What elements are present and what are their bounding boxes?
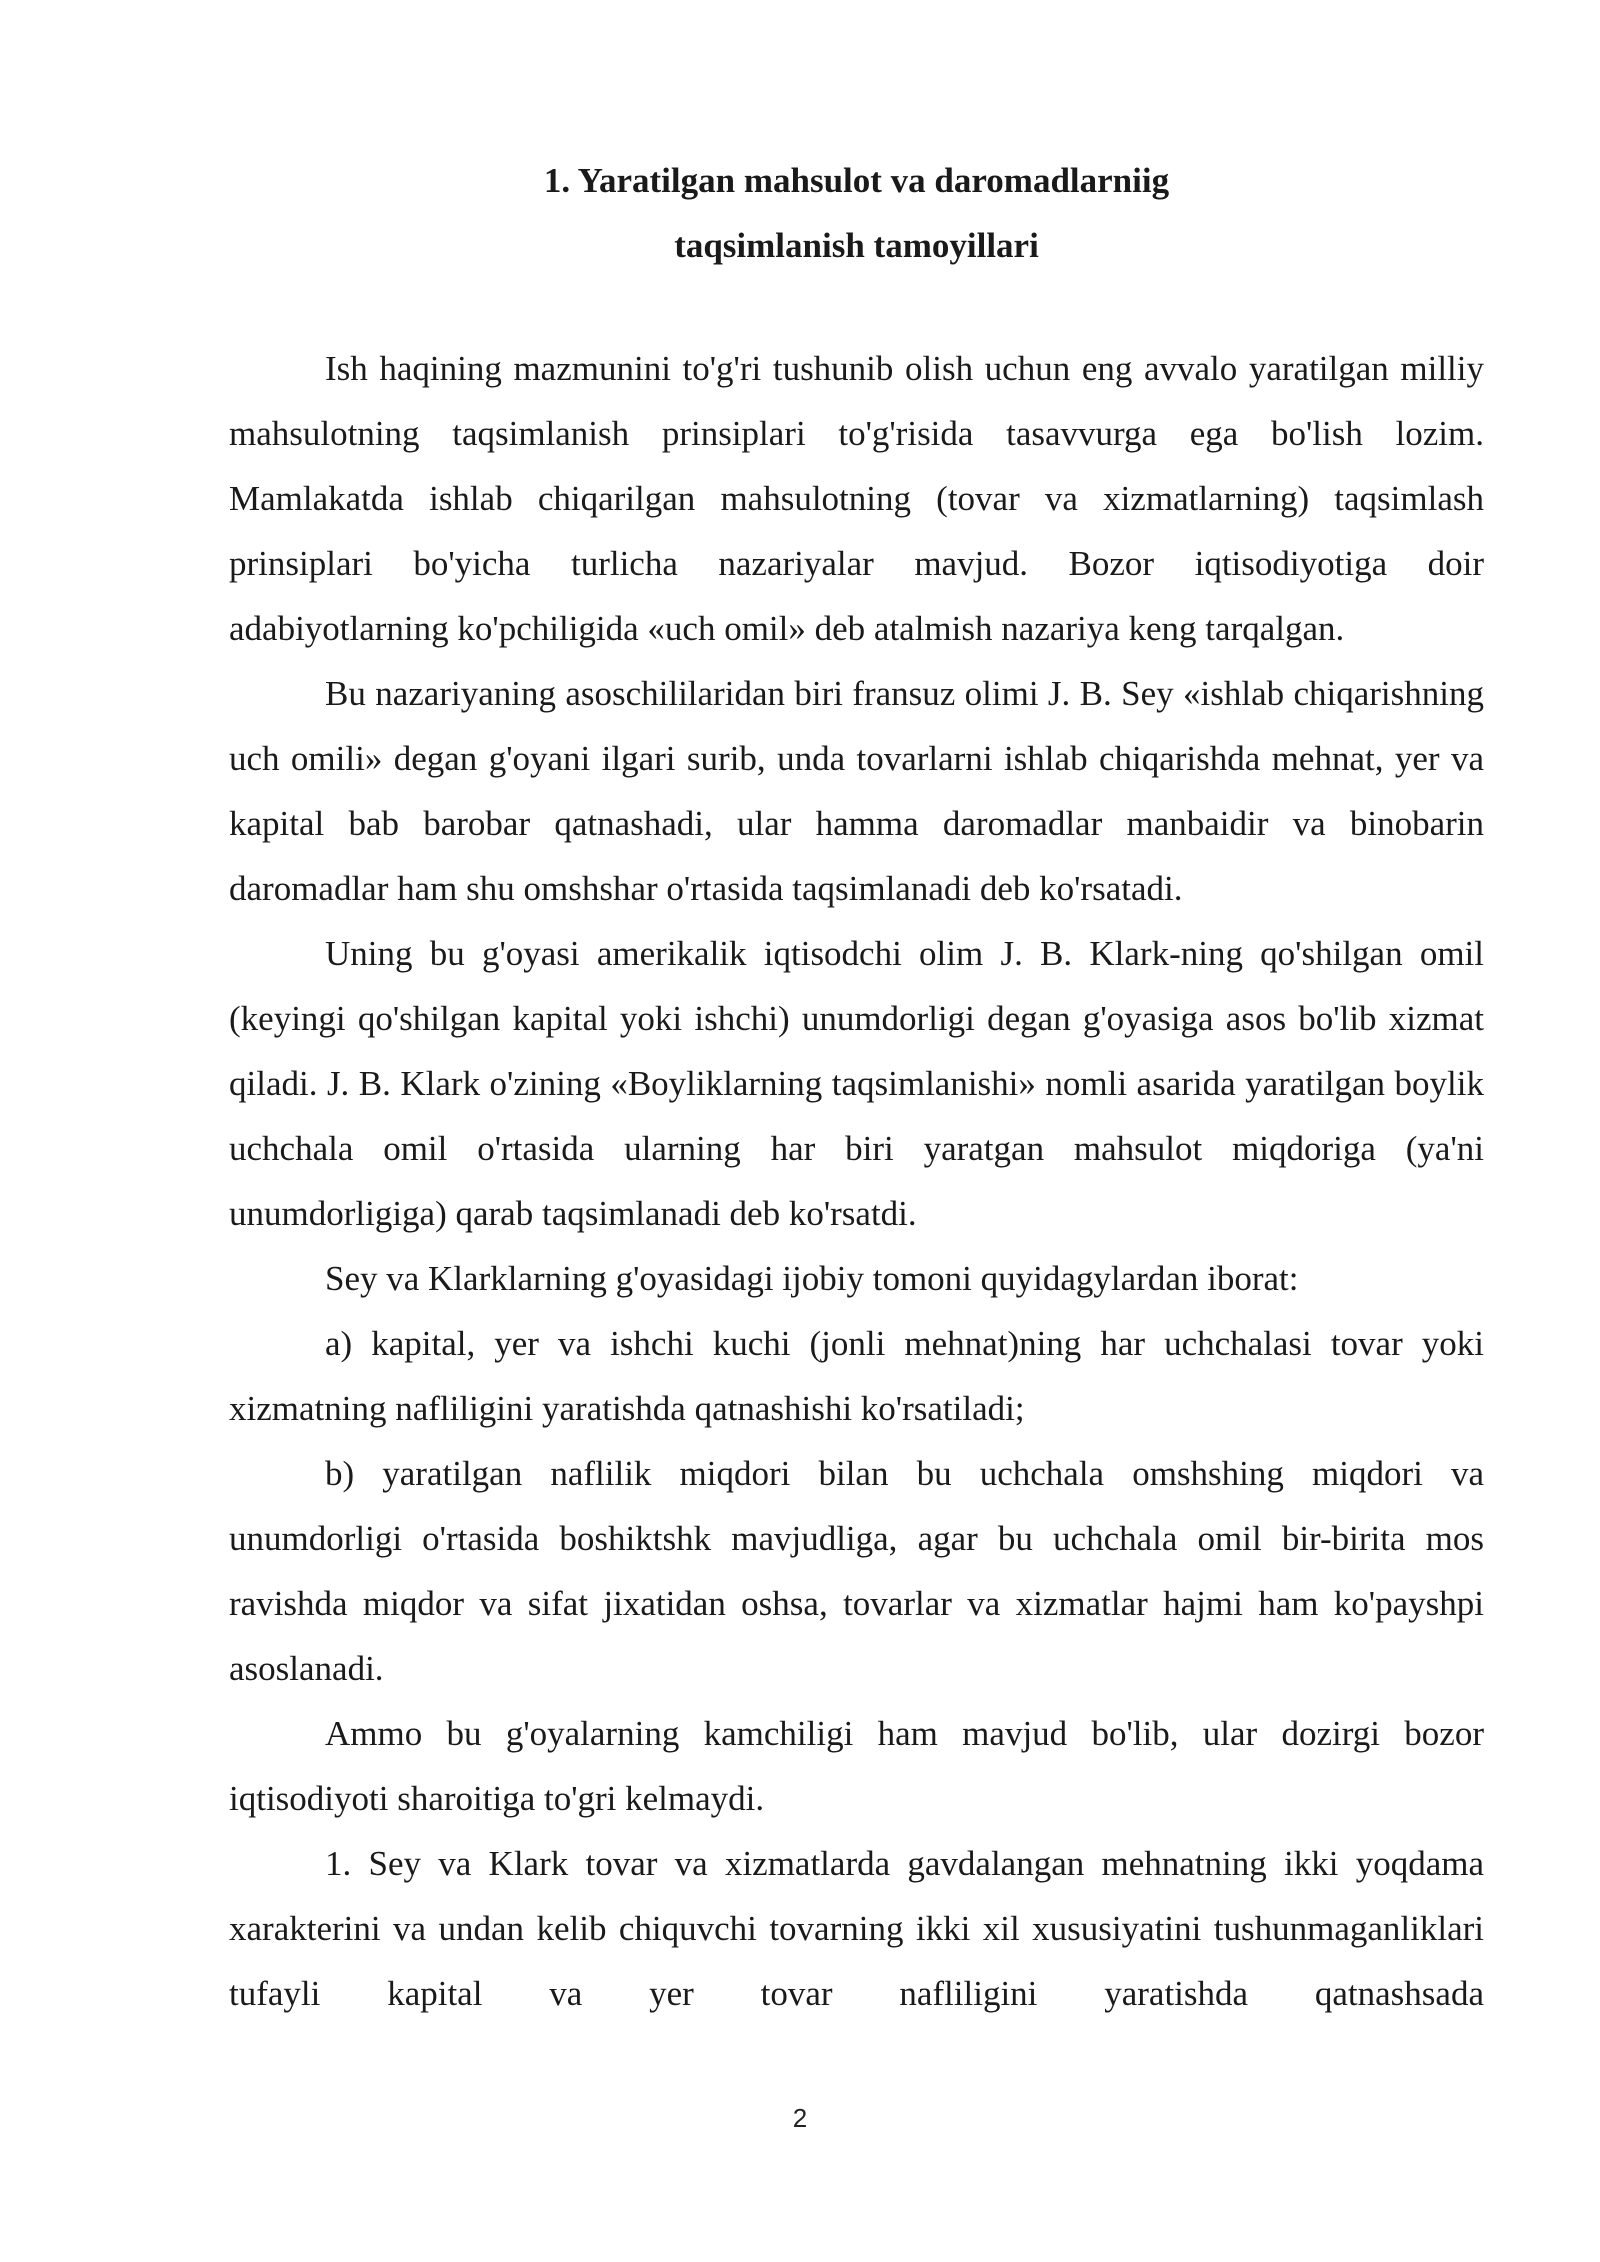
paragraph-6: b) yaratilgan naflilik miqdori bilan bu uchchala omshshing miqdori va unumdorligi o'rtasida boshiktshk mavjudliga, agar bu uchchala omil bir-birita mos ravishda miqdor va sifat jixatidan oshsa, tovarlar va xizmatlar hajmi ham ko'payshpi asoslanadi. (229, 1454, 1484, 1688)
page-number: 2 (792, 2103, 808, 2133)
title-line-1: 1. Yaratilgan mahsulot va daromadlarniig (543, 161, 1170, 200)
paragraph-8: 1. Sey va Klark tovar va xizmatlarda gavdalangan mehnatning ikki yoqdama xarakterini va undan kelib chiquvchi tovarning ikki xil xususiyatini tushunmaganliklari tufayli kapital va yer tovar nafliligini yaratishda qatnashsada (229, 1844, 1484, 2013)
page-title (229, 148, 1484, 278)
paragraph-7: Ammo bu g'oyalarning kamchiligi ham mavjud bo'lib, ular dozirgi bozor iqtisodiyoti sharoitiga to'gri kelmaydi. (229, 1714, 1484, 1818)
paragraph-3: Uning bu g'oyasi amerikalik iqtisodchi olim J. B. Klark-ning qo'shilgan omil (keyingi qo'shilgan kapital yoki ishchi) unumdorligi degan g'oyasiga asos bo'lib xizmat qiladi. J. B. Klark o'zining «Boyliklarning taqsimlanishi» nomli asarida yaratilgan boylik uchchala omil o'rtasida ularning har biri yaratgan mahsulot miqdoriga (ya'ni unumdorligiga) qarab taqsimlanadi deb ko'rsatdi. (229, 934, 1484, 1233)
paragraph-4: Sey va Klarklarning g'oyasidagi ijobiy tomoni quyidagylardan iborat: (325, 1259, 1299, 1298)
paragraph-2: Bu nazariyaning asoschililaridan biri fransuz olimi J. B. Sey «ishlab chiqarishning uch omili» degan g'oyani ilgari surib, unda tovarlarni ishlab chiqarishda mehnat, yer va kapital bab barobar qatnashadi, ular hamma daromadlar manbaidir va binobarin daromadlar ham shu omshshar o'rtasida taqsimlanadi deb ko'rsatadi. (229, 674, 1484, 908)
paragraph-1: Ish haqining mazmunini to'g'ri tushunib olish uchun eng avvalo yaratilgan milliy mahsulotning taqsimlanish prinsiplari to'g'risida tasavvurga ega bo'lish lozim. Mamlakatda ishlab chiqarilgan mahsulotning (tovar va xizmatlarning) taqsimlash prinsiplari bo'yicha turlicha nazariyalar mavjud. Bozor iqtisodiyotiga doir adabiyotlarning ko'pchiligida «uch omil» deb atalmish nazariya keng tarqalgan. (229, 349, 1484, 648)
title-line-2: taqsimlanish tamoyillari (674, 226, 1039, 265)
paragraph-5: a) kapital, yer va ishchi kuchi (jonli mehnat)ning har uchchalasi tovar yoki xizmatning nafliligini yaratishda qatnashishi ko'rsatiladi; (229, 1324, 1484, 1428)
document-body (229, 336, 1484, 2026)
